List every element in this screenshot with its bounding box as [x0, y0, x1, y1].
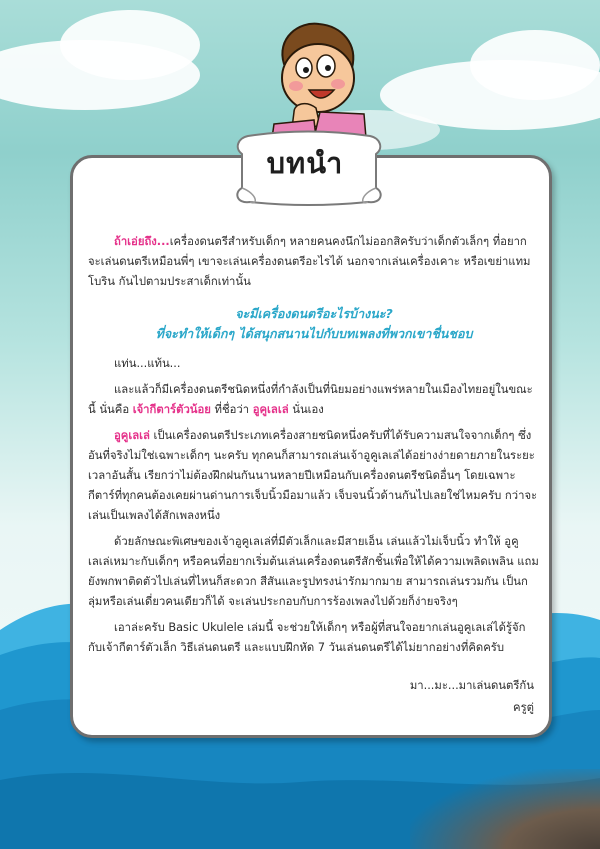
- suspense-text: แท่น...แท้น...: [114, 357, 181, 370]
- answer-part-3: นั่นเอง: [288, 403, 324, 416]
- intro-text: [88, 232, 540, 664]
- corner-shadow: [410, 769, 600, 849]
- answer-part-1: และแล้วก็มีเครื่องดนตรีชนิดหนึ่งที่กำลังเป็นที่นิยมอย่างแพร่หลายในเมืองไทยอยู่ในขณะนี้ นั่นคือ: [88, 383, 533, 416]
- answer-part-2: ที่ชื่อว่า: [210, 403, 253, 416]
- ukulele-rest: เป็นเครื่องดนตรีประเภทเครื่องสายชนิดหนึ่งครับที่ได้รับความสนใจจากเด็กๆ ซึ่ง อันที่จริงไม่ใช่เฉพาะเด็กๆ นะครับ ทุกคนก็สามารถเล่นเจ้าอูคูเลเล่ได้อย่างง่ายดายภายในระยะ เวลาอันสั้น เรียกว่าไม่ต้องฝึกฝนกันนานหลายปีเหมือนกับเครื่องดนตรีชนิดอื่นๆ โดยเฉพาะ กีตาร์ที่ทุกคนต้องเคยผ่านด่านการเจ็บนิ้วมือมาแล้ว เจ็บจนนิ้วด้านกันไปเลยใช่ไหมครับ กว่าจะเล่นเป็นเพลงได้สักเพลงหนึ่ง: [88, 429, 538, 522]
- intro-paragraph: [88, 232, 540, 292]
- answer-paragraph: [88, 380, 540, 420]
- cloud-decoration: [470, 30, 600, 100]
- answer-highlight-2: อูคูเลเล่: [252, 403, 289, 416]
- answer-highlight-1: เจ้ากีตาร์ตัวน้อย: [132, 403, 211, 416]
- quote-line-1: จะมีเครื่องดนตรีอะไรบ้างนะ?: [235, 306, 393, 321]
- book-paragraph: เอาล่ะครับ Basic Ukulele เล่มนี้ จะช่วยให้เด็กๆ หรือผู้ที่สนใจอยากเล่นอูคูเลเล่ได้รู้จัก กับเจ้ากีตาร์ตัวเล็ก วิธีเล่นดนตรี และแบบฝึกหัด 7 วันเล่นดนตรีได้ไม่ยากอย่างที่คิดครับ: [88, 621, 526, 654]
- author-signature: ครูตู่: [513, 701, 534, 714]
- question-quote: [88, 304, 540, 344]
- intro-lead: ถ้าเอ่ยถึง...: [114, 235, 170, 248]
- ukulele-paragraph: [88, 426, 540, 526]
- intro-rest: เครื่องดนตรีสำหรับเด็กๆ หลายคนคงนึกไม่ออกสิครับว่าเด็กตัวเล็กๆ ที่อยาก จะเล่นดนตรีเหมือนพี่ๆ เขาจะเล่นเครื่องดนตรีอะไรได้ นอกจากเล่นเครื่องเคาะ หรือเขย่าแทมโบริน กันไปตามประสาเด็กเท่านั้น: [88, 235, 531, 288]
- cloud-decoration: [60, 10, 200, 80]
- quote-line-2: ที่จะทำให้เด็กๆ ได้สนุกสนานไปกับบทเพลงที่พวกเขาชื่นชอบ: [155, 326, 473, 341]
- ukulele-lead: อูคูเลเล่: [114, 429, 150, 442]
- closing-line: มา...มะ...มาเล่นดนตรีกัน: [409, 679, 534, 692]
- page-title: บทนำ: [266, 146, 344, 180]
- features-paragraph: ด้วยลักษณะพิเศษของเจ้าอูคูเลเล่ที่มีตัวเล็กและมีสายเอ็น เล่นแล้วไม่เจ็บนิ้ว ทำให้ อูคูเลเล่เหมาะกับเด็กๆ หรือคนที่อยากเริ่มต้นเล่นเครื่องดนตรีสักชิ้นเพื่อให้ได้ความเพลิดเพลิน แถมยังพกพาติดตัวไปเล่นที่ไหนก็สะดวก สีสันและรูปทรงน่ารักมากมาย สามารถเล่นรวมกัน เป็นกลุ่มหรือเล่นเดี่ยวคนเดียวก็ได้ จะเล่นประกอบกับการร้องเพลงไปด้วยก็ง่ายจริงๆ: [88, 535, 539, 608]
